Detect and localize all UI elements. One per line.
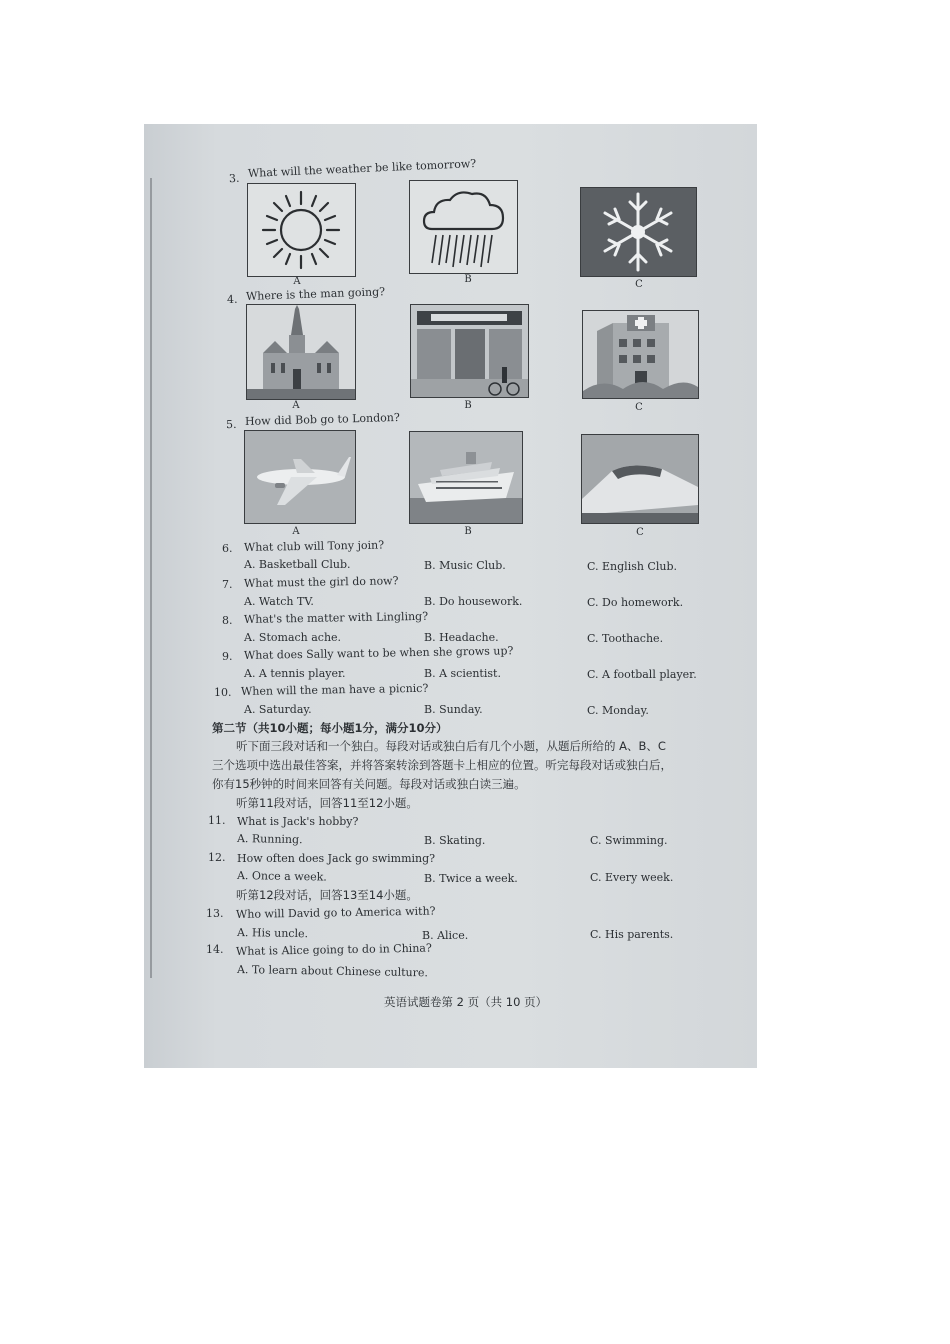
option-picture [581,434,699,524]
option-picture [247,183,356,277]
option-b: B. Sunday. [424,703,483,716]
question-text: What does Sally want to be when she grows up? [243,644,514,662]
instructions-line: 听下面三段对话和一个独白。每段对话或独白后有几个小题，从题后所给的 A、B、C [236,739,666,753]
option-letter: B [464,526,472,537]
snowflake-icon [581,188,696,276]
option-c: C. Monday. [587,704,649,717]
option-picture [246,304,356,400]
instructions-line: 你有15秒钟的时间来回答有关问题。每段对话或独白读三遍。 [212,777,526,791]
hospital-icon [583,311,698,398]
option-c: C. Swimming. [590,834,668,847]
shop-icon [411,305,528,397]
question-number: 6. [222,542,233,555]
option-letter: A [293,276,301,287]
option-a: A. Saturday. [244,703,312,716]
option-b: B. Twice a week. [424,872,518,885]
option-picture [409,431,523,524]
section-title: 第二节（共10小题；每小题1分，满分10分） [212,721,448,735]
option-letter: C [636,527,644,538]
option-a: A. Basketball Club. [244,558,351,571]
question-text: How often does Jack go swimming? [237,852,436,865]
option-c: C. Toothache. [587,632,664,645]
option-c: C. A football player. [587,668,697,681]
option-c: C. His parents. [590,928,674,941]
rain-cloud-icon [410,181,517,273]
question-number: 3. [228,171,240,186]
question-text: What club will Tony join? [243,538,385,554]
question-number: 11. [208,814,226,827]
option-a: A. Watch TV. [244,595,314,608]
option-a: A. To learn about Chinese culture. [236,963,429,980]
question-number: 4. [226,292,238,307]
option-b: B. Music Club. [424,559,506,572]
option-picture [244,430,356,524]
question-text: What is Alice going to do in China? [235,941,432,958]
option-letter: B [464,400,472,411]
church-icon [247,305,355,399]
option-a: A. Stomach ache. [244,631,342,644]
option-b: B. Do housework. [424,595,523,608]
option-b: B. Skating. [424,834,486,847]
option-letter: C [635,279,643,290]
option-letter: B [464,274,472,285]
option-a: A. Running. [236,832,303,847]
option-picture [410,304,529,398]
question-text: What must the girl do now? [243,574,399,590]
question-text: When will the man have a picnic? [240,681,429,698]
dialogue-instruction: 听第12段对话，回答13至14小题。 [236,888,418,902]
dialogue-instruction: 听第11段对话，回答11至12小题。 [236,796,418,810]
question-text: What will the weather be like tomorrow? [247,157,477,180]
question-number: 5. [225,417,237,432]
option-letter: C [635,402,643,413]
question-text: What is Jack's hobby? [237,815,359,828]
question-number: 12. [208,851,226,864]
question-text: Where is the man going? [245,285,386,303]
ship-icon [410,432,522,523]
page-footer: 英语试题卷第 2 页（共 10 页） [384,995,548,1009]
option-b: B. Alice. [422,929,469,942]
option-a: A. A tennis player. [244,667,346,680]
option-c: C. Every week. [590,871,674,884]
option-a: A. Once a week. [236,869,327,884]
option-c: C. English Club. [587,560,677,573]
instructions-line: 三个选项中选出最佳答案，并将答案转涂到答题卡上相应的位置。听完每段对话或独白后， [212,758,672,772]
option-b: B. A scientist. [424,667,501,680]
option-picture [582,310,699,399]
option-letter: A [292,526,300,537]
option-letter: A [292,400,300,411]
sun-icon [248,184,355,276]
question-number: 8. [222,614,233,627]
option-c: C. Do homework. [587,596,684,609]
question-text: Who will David go to America with? [235,904,436,921]
train-icon [582,435,698,523]
question-number: 14. [206,943,224,956]
option-a: A. His uncle. [236,926,309,941]
option-b: B. Headache. [424,631,499,644]
airplane-icon [245,431,355,523]
question-number: 13. [206,907,224,920]
question-number: 9. [222,650,233,663]
option-picture [580,187,697,277]
question-text: What's the matter with Lingling? [243,609,429,626]
question-text: How did Bob go to London? [244,410,400,428]
question-number: 10. [214,686,232,699]
page-fold-line [150,178,152,978]
question-number: 7. [222,578,233,591]
option-picture [409,180,518,274]
